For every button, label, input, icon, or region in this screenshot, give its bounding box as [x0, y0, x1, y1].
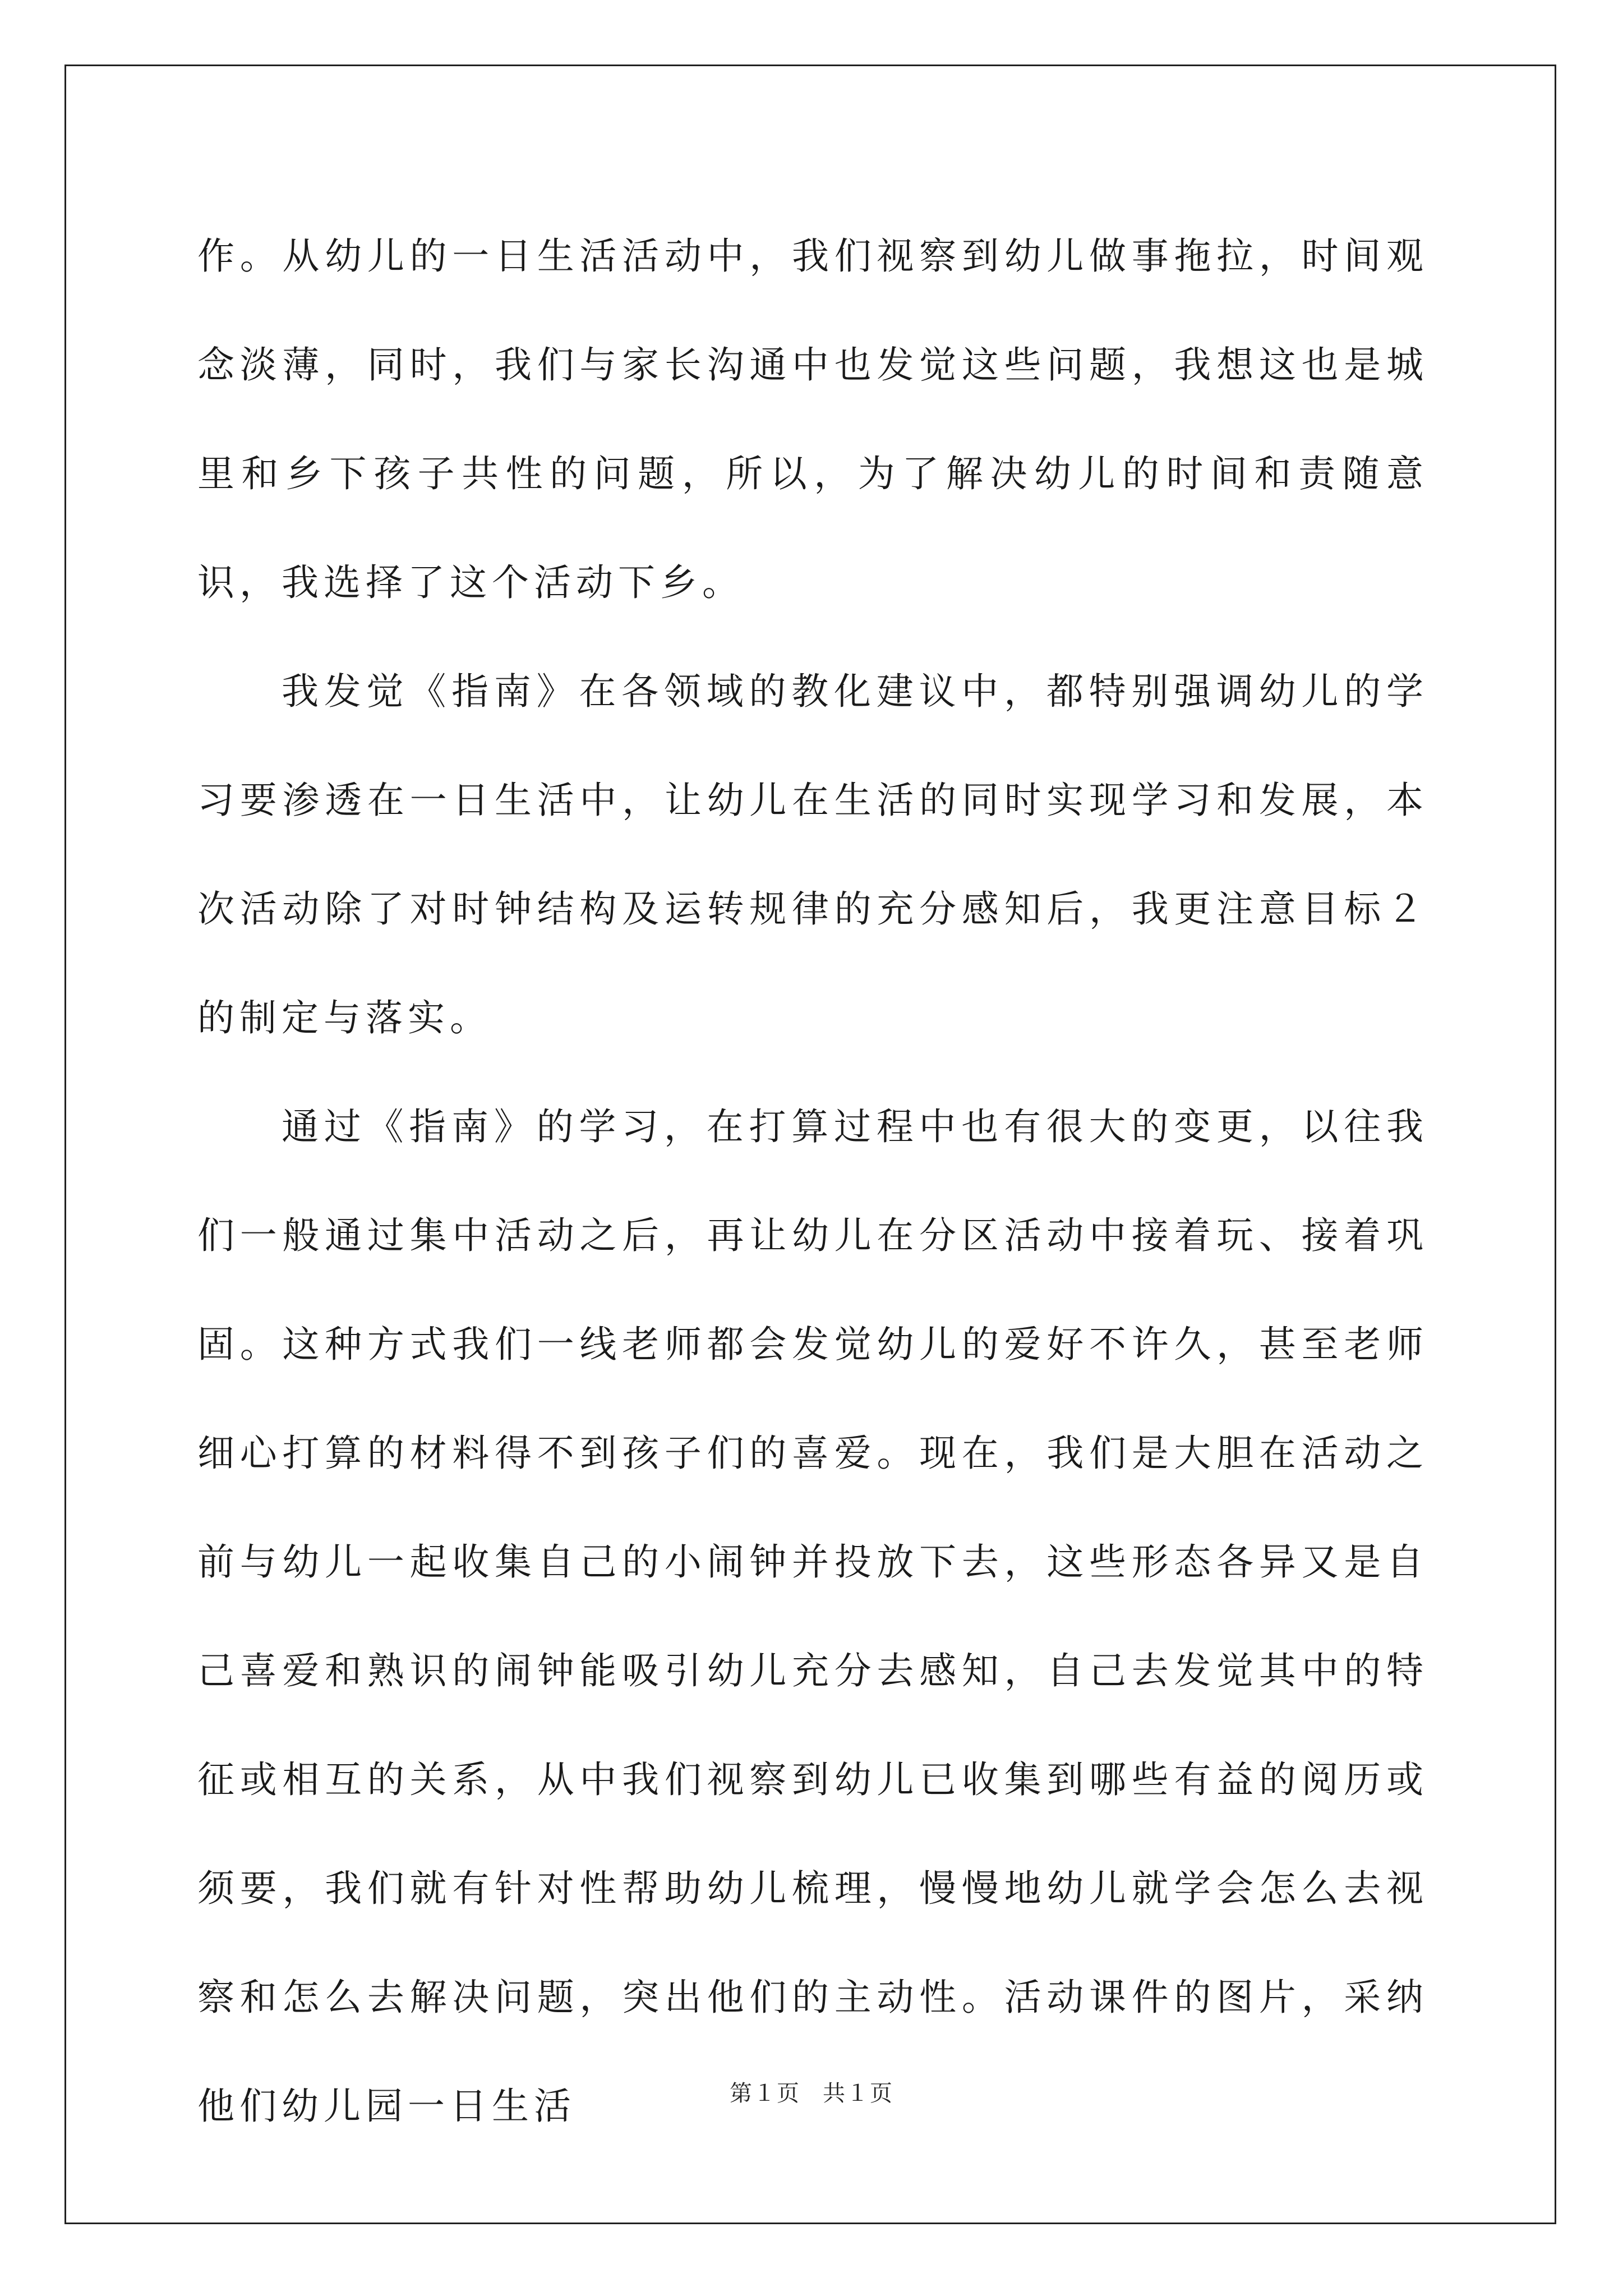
total-pages: 共１页 — [823, 2081, 893, 2106]
paragraph-3: 通过《指南》的学习，在打算过程中也有很大的变更，以往我们一般通过集中活动之后，再让幼儿在分区活动中接着玩、接着巩固。这种方式我们一线老师都会发觉幼儿的爱好不许久，甚至老师细心打算的材料得不到孩子们的喜爱。现在，我们是大胆在活动之前与幼儿一起收集自己的小闹钟并投放下去，这些形态各异又是自己喜爱和熟识的闹钟能吸引幼儿充分去感知，自己去发觉其中的特征或相互的关系，从中我们视察到幼儿已收集到哪些有益的阅历或须要，我们就有针对性帮助幼儿梳理，慢慢地幼儿就学会怎么去视察和怎么去解决问题，突出他们的主动性。活动课件的图片，采纳他们幼儿园一日生活 — [197, 1105, 1428, 2128]
page-footer — [0, 2076, 1623, 2108]
document-body — [197, 202, 1428, 2161]
page-number: 第１页 — [730, 2081, 800, 2106]
paragraph-1: 作。从幼儿的一日生活活动中，我们视察到幼儿做事拖拉，时间观念淡薄，同时，我们与家长沟通中也发觉这些问题，我想这也是城里和乡下孩子共性的问题，所以，为了解决幼儿的时间和责随意识，我选择了这个活动下乡。 — [197, 234, 1428, 604]
paragraph-2: 我发觉《指南》在各领域的教化建议中，都特别强调幼儿的学习要渗透在一日生活中，让幼儿在生活的同时实现学习和发展，本次活动除了对时钟结构及运转规律的充分感知后，我更注意目标２的制定与落实。 — [197, 670, 1428, 1039]
